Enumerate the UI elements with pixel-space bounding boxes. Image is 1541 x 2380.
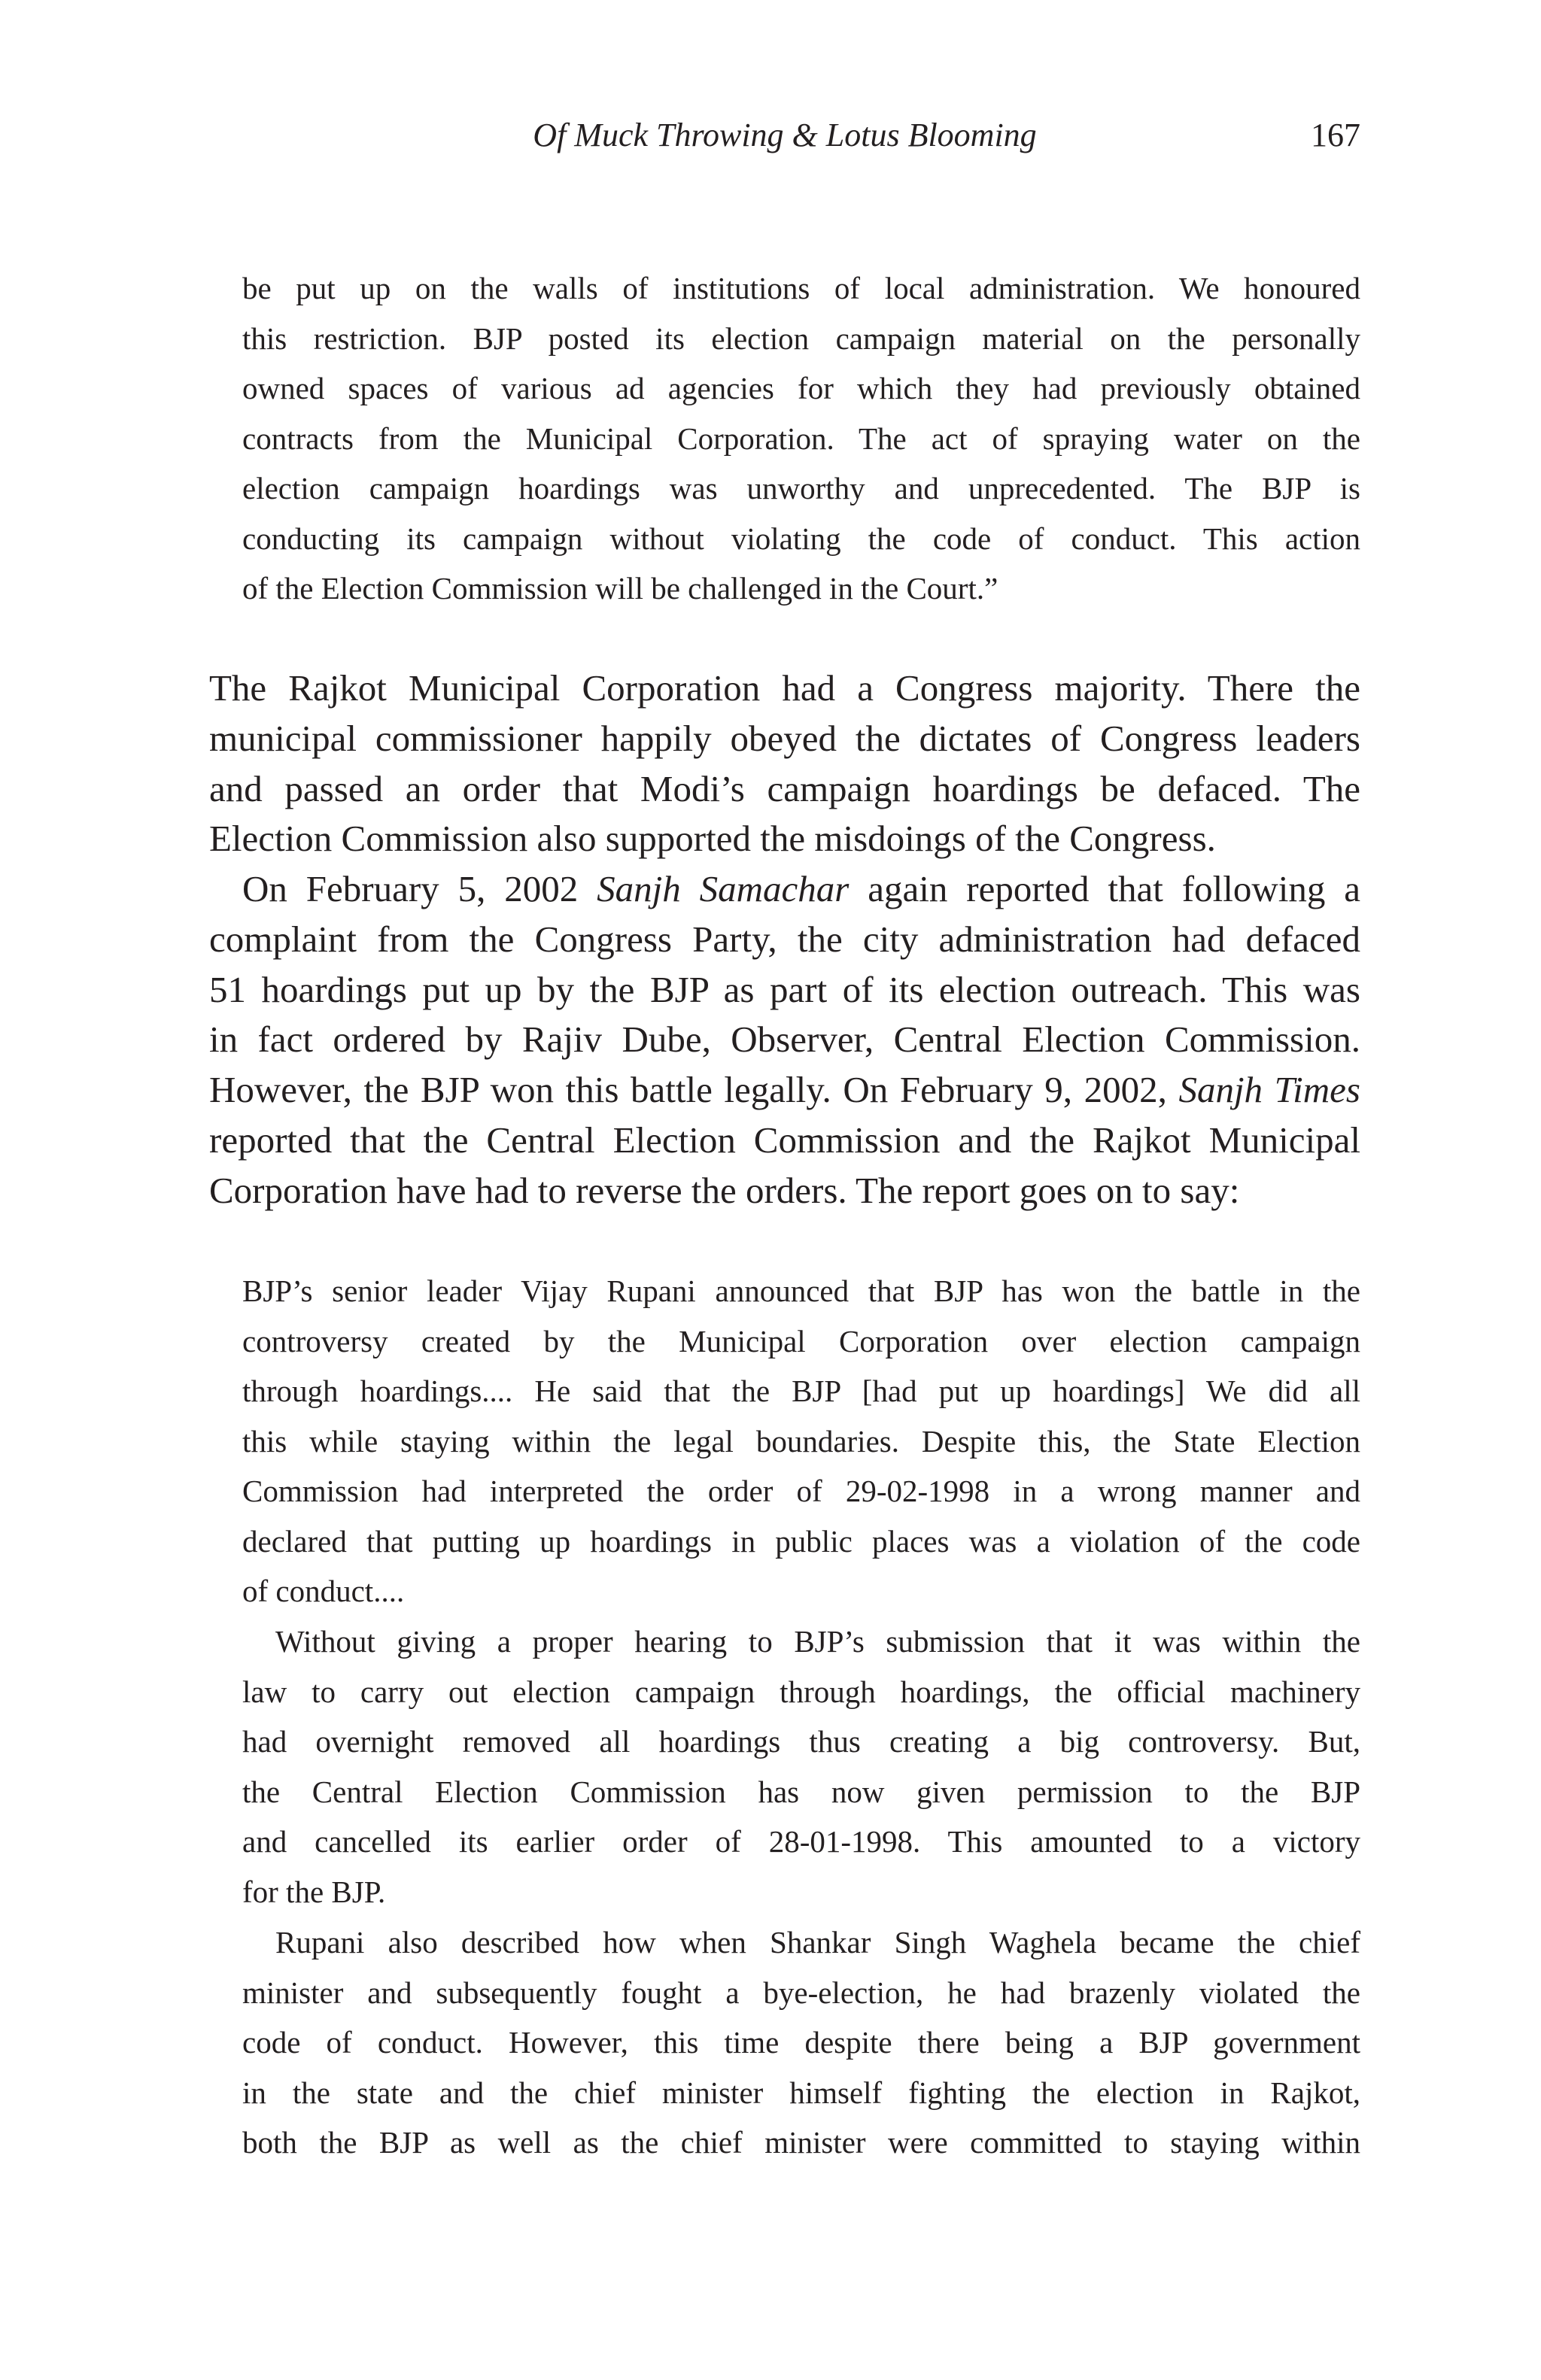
quote-block-bottom-2 — [242, 1617, 1360, 1917]
body-line: municipal commissioner happily obeyed the dictates of Congress leaders — [209, 717, 1360, 759]
quote-line: owned spaces of various ad agencies for which they had previously obtained — [242, 371, 1360, 405]
quote-line: BJP’s senior leader Vijay Rupani announced that BJP has won the battle in the — [242, 1273, 1360, 1308]
quote-block-bottom-3 — [242, 1917, 1360, 2168]
body-text-run: On February 5, 2002 — [242, 868, 597, 909]
quote-block-top — [242, 263, 1360, 614]
quote-line: had overnight removed all hoardings thus creating a big controversy. But, — [242, 1724, 1360, 1759]
body-text-run: However, the BJP won this battle legally. On February 9, 2002, — [209, 1069, 1179, 1111]
quote-line: the Central Election Commission has now given permission to the BJP — [242, 1774, 1360, 1809]
body-line: The Rajkot Municipal Corporation had a Congress majority. There the — [209, 667, 1360, 709]
body-paragraph-2 — [209, 864, 1360, 1216]
quote-line: code of conduct. However, this time despite there being a BJP government — [242, 2025, 1360, 2060]
body-line: in fact ordered by Rajiv Dube, Observer, Central Election Commission. — [209, 1018, 1360, 1061]
body-line: complaint from the Congress Party, the city administration had defaced — [209, 918, 1360, 960]
quote-line: minister and subsequently fought a bye-election, he had brazenly violated the — [242, 1975, 1360, 2010]
quote-line: this while staying within the legal boundaries. Despite this, the State Election — [242, 1423, 1360, 1459]
quote-line: contracts from the Municipal Corporation. The act of spraying water on the — [242, 420, 1360, 456]
body-paragraph-1 — [209, 663, 1360, 864]
quote-line: conducting its campaign without violating the code of conduct. This action — [242, 521, 1360, 556]
quote-line: this restriction. BJP posted its election campaign material on the personally — [242, 320, 1360, 356]
body-line: Election Commission also supported the misdoings of the Congress. — [209, 818, 1216, 860]
quote-line: controversy created by the Municipal Corporation over election campaign — [242, 1323, 1360, 1358]
quote-line: be put up on the walls of institutions of local administration. We honoured — [242, 271, 1360, 305]
quote-line: for the BJP. — [242, 1874, 386, 1909]
quote-line: law to carry out election campaign through hoardings, the official machinery — [242, 1674, 1360, 1709]
quote-line: of the Election Commission will be challenged in the Court.” — [242, 571, 998, 606]
running-head — [209, 113, 1360, 158]
quote-line: Commission had interpreted the order of 29-02-1998 in a wrong manner and — [242, 1474, 1360, 1508]
body-text-run: again reported that following a — [849, 868, 1360, 909]
body-line: and passed an order that Modi’s campaign hoardings be defaced. The — [209, 767, 1360, 809]
body-line — [209, 1065, 1360, 1116]
quote-line: Rupani also described how when Shankar Singh Waghela became the chief — [275, 1925, 1360, 1960]
quote-line: Without giving a proper hearing to BJP’s submission that it was within the — [275, 1624, 1360, 1659]
quote-line: both the BJP as well as the chief minister were committed to staying within — [242, 2125, 1360, 2160]
body-line — [209, 864, 1360, 915]
quote-line: of conduct.... — [242, 1574, 405, 1608]
page-number: 167 — [1311, 117, 1360, 153]
running-title: Of Muck Throwing & Lotus Blooming — [533, 117, 1037, 153]
body-line: Corporation have had to reverse the orders. The report goes on to say: — [209, 1169, 1240, 1211]
publication-name: Sanjh Samachar — [597, 868, 850, 909]
body-line: reported that the Central Election Commission and the Rajkot Municipal — [209, 1119, 1360, 1161]
quote-line: declared that putting up hoardings in public places was a violation of the code — [242, 1523, 1360, 1559]
quote-line: in the state and the chief minister himself fighting the election in Rajkot, — [242, 2075, 1360, 2110]
quote-line: election campaign hoardings was unworthy and unprecedented. The BJP is — [242, 471, 1360, 505]
body-line: 51 hoardings put up by the BJP as part of its election outreach. This was — [209, 968, 1360, 1010]
quote-line: through hoardings.... He said that the BJP [had put up hoardings] We did all — [242, 1374, 1360, 1408]
quote-line: and cancelled its earlier order of 28-01-1998. This amounted to a victory — [242, 1824, 1360, 1859]
quote-block-bottom-1 — [242, 1266, 1360, 1617]
publication-name: Sanjh Times — [1178, 1069, 1360, 1111]
